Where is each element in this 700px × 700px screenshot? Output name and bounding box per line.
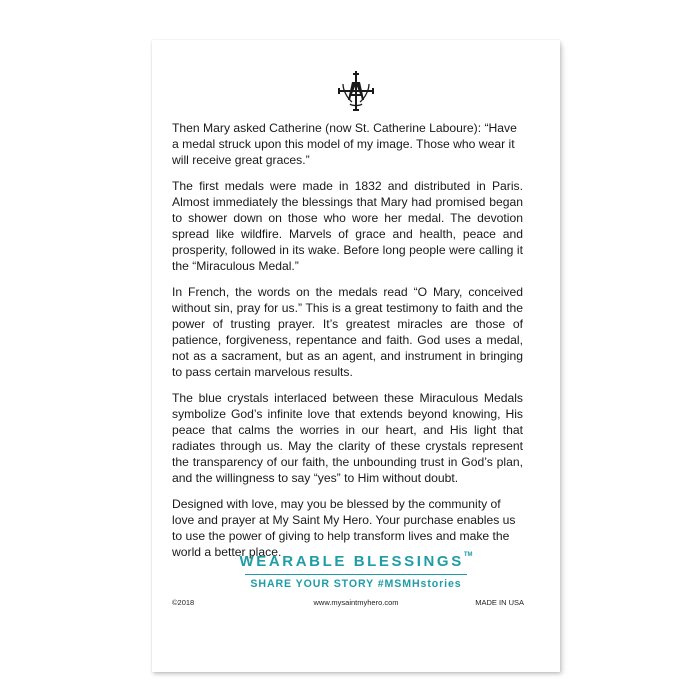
- brand-block: [152, 553, 560, 590]
- trademark-mark: TM: [463, 552, 473, 558]
- website-text: www.mysaintmyhero.com: [313, 598, 399, 607]
- brand-divider: [245, 574, 467, 575]
- brand-subtitle: SHARE YOUR STORY #MSMHstories: [250, 578, 462, 590]
- paragraph-2: The first medals were made in 1832 and distributed in Paris. Almost immediately the blessings that Mary had promised began to shower down on those who wore her medal. The devotion spread like wildfire. Marvels of grace and health, peace and prosperity, followed in its wake. Before long people were calling it the “Miraculous Medal.”: [172, 179, 523, 273]
- marian-cross-monogram-icon: [336, 70, 376, 114]
- paragraph-5: Designed with love, may you be blessed by the community of love and prayer at My Saint My Hero. Your purchase enables us to use the power of giving to help transform lives and make the world a better place.: [172, 497, 516, 559]
- brand-title: [240, 553, 473, 570]
- made-in-usa-text: MADE IN USA: [475, 598, 524, 607]
- story-text: [172, 120, 523, 570]
- copyright-text: ©2018: [172, 598, 195, 607]
- brand-title-text: WEARABLE BLESSINGS: [239, 553, 464, 570]
- paragraph-3: In French, the words on the medals read “O Mary, conceived without sin, pray for us.” This is a great testimony to faith and the power of trusting prayer. It’s greatest miracles are those of patience, forgiveness, repentance and faith. God uses a medal, not as a sacrament, but as an agent, and instrument in bringing to pass certain marvelous results.: [172, 285, 523, 379]
- paragraph-1: Then Mary asked Catherine (now St. Catherine Laboure): “Have a medal struck upon this model of my image. Those who wear it will receive great graces.”: [172, 121, 517, 167]
- paragraph-4: The blue crystals interlaced between these Miraculous Medals symbolize God’s infinite love that extends beyond knowing, His peace that calms the worries in our heart, and His light that radiates through us. May the clarity of these crystals represent the transparency of our faith, the unbounding trust in God’s plan, and the willingness to say “yes” to Him without doubt.: [172, 391, 523, 485]
- product-card: [152, 40, 560, 672]
